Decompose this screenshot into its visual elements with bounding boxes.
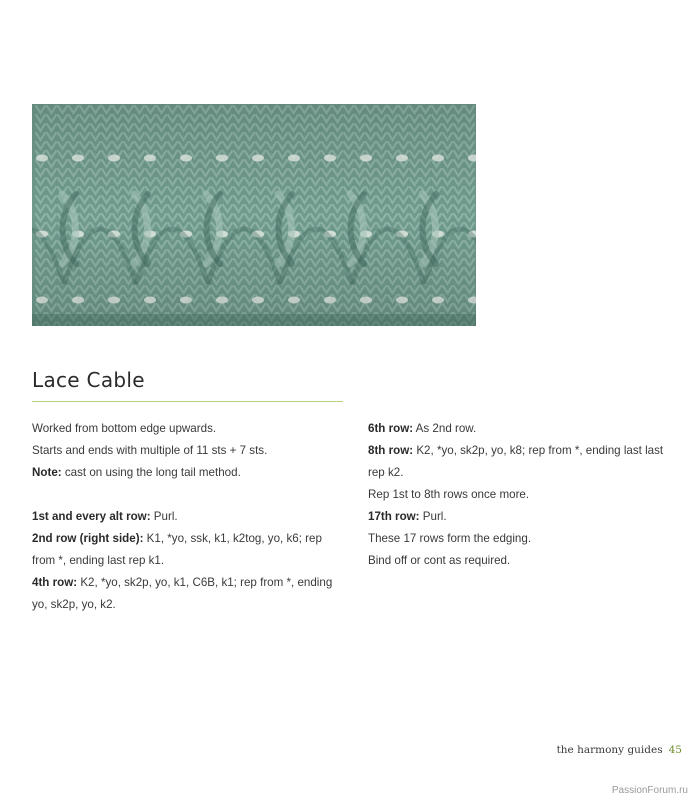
row-1-text: Purl. — [150, 510, 178, 523]
row-2-instruction — [32, 528, 352, 550]
site-watermark: PassionForum.ru — [611, 785, 688, 796]
title-underline — [32, 401, 343, 402]
series-name: the harmony guides — [556, 744, 663, 756]
bind-off-note: Bind off or cont as required. — [368, 554, 511, 567]
instructions-right-column — [368, 418, 678, 572]
repeat-instruction: Rep 1st to 8th rows once more. — [368, 488, 530, 501]
row-6-label: 6th row: — [368, 422, 414, 435]
row-2-continuation: from *, ending last rep k1. — [32, 554, 165, 567]
instructions-left-column — [32, 418, 352, 616]
row-6-instruction — [368, 418, 678, 440]
note-line — [32, 462, 352, 484]
page-number: 45 — [668, 744, 682, 756]
row-6-text: As 2nd row. — [413, 422, 477, 435]
row-2-label: 2nd row (right side): — [32, 532, 144, 545]
row-17-label: 17th row: — [368, 510, 420, 523]
row-4-continuation: yo, sk2p, yo, k2. — [32, 598, 116, 611]
row-4-instruction — [32, 572, 352, 594]
edging-note: These 17 rows form the edging. — [368, 532, 532, 545]
row-17-text: Purl. — [419, 510, 447, 523]
row-4-label: 4th row: — [32, 576, 78, 589]
row-2-text: K1, *yo, ssk, k1, k2tog, yo, k6; rep — [143, 532, 322, 545]
pattern-title: Lace Cable — [32, 368, 145, 392]
row-17-instruction — [368, 506, 678, 528]
note-text: cast on using the long tail method. — [61, 466, 241, 479]
page-footer — [557, 744, 682, 756]
intro-line-2: Starts and ends with multiple of 11 sts + 7 sts. — [32, 444, 268, 457]
row-8-text: K2, *yo, sk2p, yo, k8; rep from *, ending last last — [413, 444, 664, 457]
row-8-instruction — [368, 440, 678, 462]
lace-cable-swatch-photo — [32, 104, 476, 326]
note-label: Note: — [32, 466, 62, 479]
row-4-text: K2, *yo, sk2p, yo, k1, C6B, k1; rep from *, ending — [77, 576, 333, 589]
intro-line-1: Worked from bottom edge upwards. — [32, 422, 217, 435]
row-1-instruction — [32, 506, 352, 528]
row-8-continuation: rep k2. — [368, 466, 404, 479]
row-1-label: 1st and every alt row: — [32, 510, 151, 523]
row-8-label: 8th row: — [368, 444, 414, 457]
swatch-shading — [32, 104, 476, 326]
